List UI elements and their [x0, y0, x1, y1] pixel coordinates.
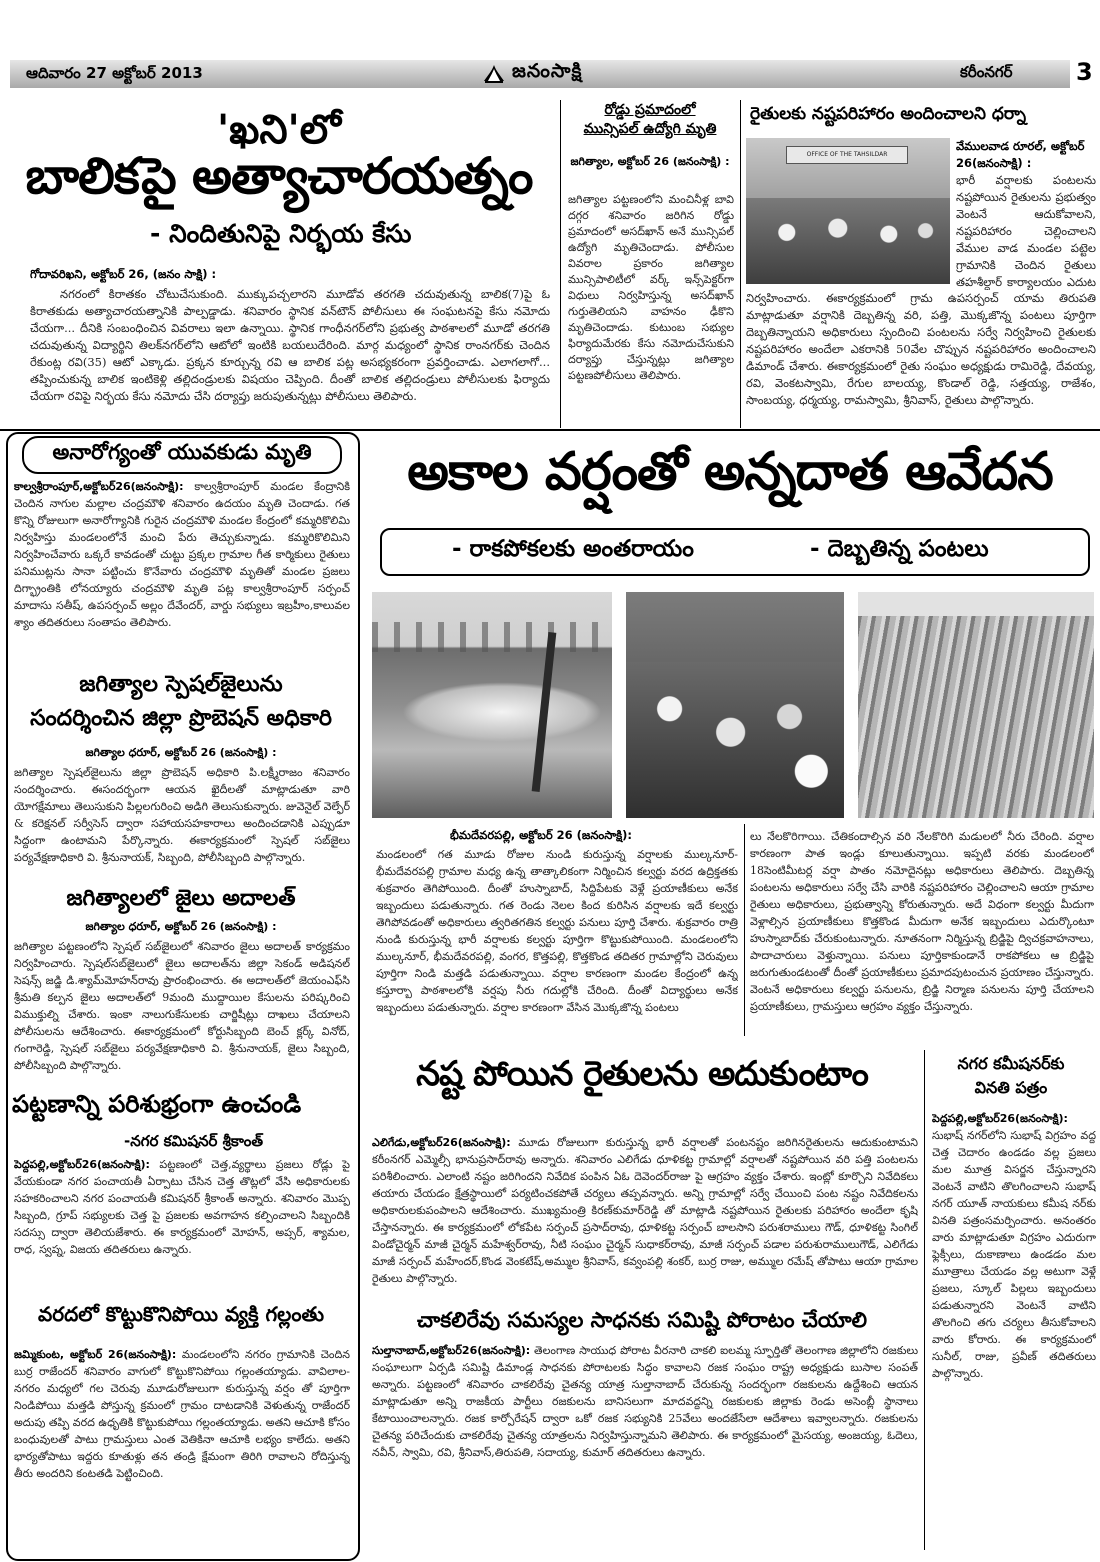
dateline: పెద్దపల్లి,అక్టోబర్26(జనంసాక్షి):: [14, 1158, 150, 1171]
story-body-col1: మండలంలో గత మూడు రోజుల నుండి కురుస్తున్న వర్షాలకు ముల్కనూర్-భీమదేవరపల్లి గ్రామాల మధ్య ఉన్న తాత్కాలికంగా నిర్మించిన కల్వర్టు వరద ఉద్రిక్తతకు శుక్రవారం తెగిపోయింది. దీంతో హుస్నాబాద్, సిద్దిపేటకు వెళ్లే ప్రయాణీకులు అనేక ఇబ్బందులు పడుతున్నారు. గత రెండు నెలల కింద కురిసిన వర్షాలకు ఇదే కల్వర్టు తెగిపోవడంతో అధికారులు త్వరితగతిన కల్వర్టు పనులు పూర్తి చేశారు. శుక్రవారం రాత్రి నుండి కురుస్తున్న భారీ వర్షాలకు కల్వర్టు పూర్తిగా కొట్టుకుపోయింది. మండలంలోని ముల్కనూర్, భీమదేవరపల్లి, వంగర, కొత్తపల్లి, కొత్తకొండ తదితర గ్రామాల్లోని చెరువులు పూర్తిగా నిండి మత్తడి పడుతున్నాయి. వర్షాల కారణంగా మండల కేంద్రంలో ఉన్న కస్తూర్బా పాఠశాలలోకి వర్షపు నీరు గదుల్లోకి చేరింది. దీంతో విద్యార్థులు అనేక ఇబ్బందులు పడుతున్నారు. వర్షాల కారణంగా వేసిన మొక్కజొన్న పంటలు: [376, 848, 738, 1014]
headline: నష్ట పోయిన రైతులను అదుకుంటాం: [416, 1054, 868, 1094]
story-body: [372, 1342, 918, 1552]
office-signboard: OFFICE OF THE TAHSILDAR: [786, 146, 908, 164]
students: [626, 662, 844, 818]
body-text: మండలంలోని నగరం గ్రామానికి చెందిన బుర్ర రాజేందర్ శనివారం వాగులో కొట్టుకొనిపోయి గల్లంతయ్యాడు. వావిలాల-నగరం మధ్యలో గల చెరువు మూడురోజులుగా కురుస్తున్న వర్షం తో పూర్తిగా నిండిపోయి మత్తడి పోస్తున్న క్రమంలో గ్రామం దాటడానికి వెళుతున్న రాజేందర్ అదుపు తప్పి వరద ఉధృతికి కొట్టుకుపోయి గల్లంతయ్యాడు. అతని ఆచూకి కోసం బంధువులతో పాటు గ్రామస్తులు ఎంత వెతికినా ఆచూకి లభ్యం కాలేదు. అతని భార్యతోపాటు ఇద్దరు కూతుళ్లు తన తండ్రి క్షేమంగా తిరిగి రావాలని రోదిస్తున్న తీరు అందరిని కంటతడి పెట్టించింది.: [14, 1348, 350, 1480]
story-adalat: [8, 886, 354, 1086]
dateline: జగిత్యాల, అక్టోబర్ 26 (జనంసాక్షి) :: [570, 155, 730, 168]
story-flood: [8, 1302, 354, 1552]
story-body: [14, 478, 350, 666]
story-body: జగిత్యాల స్పెషల్‌జైలును జిల్లా ప్రొబెషన్ అధికారి పి.లక్ష్మీరాజం శనివారం సందర్శించారు. ఈసందర్భంగా ఆయన ఖైదీలతో మాట్లాడుతూ వారి యోగక్షేమాలు తెలుసుకుని పిల్లలగురించి అడిగి తెలుసుకున్నారు. జువెనైల్ వెల్ఫేర్ & కరెక్షనల్ సర్వీసెస్ ద్వారా సహాయసహకారాలు అందించడానికి ఎప్పుడూ సిద్దంగా ఉంటామని పేర్కొన్నారు. ఈకార్యక్రమంలో స్పెషల్ సబ్‌జైలు పర్యవేక్షణాధికారి వి. శ్రీనునాయక్, సిబ్బంది, పోలీసిబ్బంది పాల్గొన్నారు.: [14, 766, 350, 864]
body-text: మూడు రోజులుగా కురుస్తున్న భారీ వర్షాలతో పంటనష్టం జరిగినరైతులను ఆదుకుంటామని కరీంనగర్ ఎమ్మెల్సీ భానుప్రసాద్‌రావు అన్నారు. శనివారం ఎలిగేడు ధూళికట్ట గ్రామాల్లో వర్షాలతో నష్టపోయిన వరి పత్తి పంటలను పరిశీలించారు. ఎలాంటి నష్టం జరిగిందని నివేదిక పంపిన ఏఓ దెవెందర్‌రాజు పై ఆగ్రహం వ్యక్తం చేశారు. ఇంట్లో కూర్చొని నివేదికలు తయారు చేయడం క్షేత్రస్థాయిలో పర్యటించకపోతే చర్యలు తప్పవన్నారు. అన్ని గ్రామాల్లో సర్వే చేయించి పంట నష్టం నివేదికలను అధికారులకుపంపాలని ఆదేశించారు. ముఖ్యమంత్రి కిరణ్‌కుమార్‌రెడ్డి తో మాట్లాడి నష్టపోయిన రైతులకు పరిహారం అందేలా కృషి చేస్తానన్నారు. ఈ కార్యక్రమంలో లోకపేట సర్పంచ్ ప్రసాద్‌రావు, ధూళికట్ట సర్పంచ్ బాలసాని పరుశరాములు గౌడ్, ధూళికట్ట సింగిల్ విండోచైర్మన్ మాజీ చైర్మన్ మహేశ్వర్‌రావు, నీటి సంఘం చైర్మన్ సుధాకర్‌రావు, మాజీ సర్పంచ్ పడాల పరుశురాములుగౌడ్, ఎలిగేడు మాజీ సర్పంచ్ మహేందర్,కొండ వెంకటేష్,అమ్ముల శ్రీనివాస్, కవ్వంపల్లి శంకర్, బుర్ర రాజు, అమ్ముల రమేష్ తోపాటు ఆయా గ్రామాల రైతులు పాల్గొన్నారు.: [372, 1136, 918, 1285]
dateline: గోదావరిఖని, అక్టోబర్ 26, (జనం సాక్షి) :: [30, 267, 217, 281]
story-body: నగరంలో కిరాతకం చోటుచేసుకుంది. ముక్కుపచ్చలారని మూడోవ తరగతి చదువుతున్న బాలిక(7)పై ఓ కిరాతకుడు అత్యాచారయత్నానికి పాల్పడ్డాడు. శనివారం స్థానిక వన్‌టౌన్ పోలీసులు ఈ సంఘటనపై కేసు నమోదు చేయగా... దీనికి సంబంధించిన వివరాలు ఇలా ఉన్నాయి. స్థానిక గాంధీనగర్‌లోని ప్రభుత్వ పాఠశాలలో మూడో తరగతి చదువుతున్న విద్యార్థిని తిలక్‌నగర్‌లోని ఆటోలో ఇంటికి బయలుదేరింది. మార్గ మధ్యంలో స్థానిక రాంనగర్‌కు చెందిన రేకుంట్ల రవి(35) ఆటో ఎక్కాడు. ప్రక్కన కూర్చున్న రవి ఆ బాలిక పట్ల అసభ్యకరంగా ప్రవర్తించాడు. ఎలాగలాగో... తప్పించుకున్న బాలిక ఇంటికెళ్లి తల్లిదండ్రులకు విషయం చెప్పింది. దీంతో బాలిక తల్లిదండ్రులు పోలీసులకు ఫిర్యాదు చేయగా రవిపై నిర్భయ కేసు నమోదు చేసి దర్యాప్తు జరుపుతున్నట్లు పోలీసులు తెలిపారు.: [30, 287, 550, 403]
story-road-accident: [562, 96, 738, 426]
headline: చాకలిరేవు సమస్యల సాధనకు సమిష్టి పోరాటం చేయాలి: [416, 1308, 867, 1332]
story-body: నిర్వహించారు. ఈకార్యక్రమంలో గ్రామ ఉపసర్పంచ్ యామ తిరుపతి మాట్లాడుతూ వర్షానికి దెబ్బతిన్న వరి, పత్తి, మొక్కజొన్న పంటలు పూర్తిగా దెబ్బతిన్నాయని అధికారులు స్పందించి పంటలను సర్వే నిర్వహించి రైతులకు నష్టపరిహారం అందేలా ఎకరానికి 50వేల చొప్పున నష్టపరిహారం అందించాలని డిమాండ్ చేశారు. ఈకార్యక్రమంలో రైతు సంఘం అధ్యక్షుడు రామిరెడ్డి, దేవయ్య, రవి, వెంకటస్వామి, రేగుల బాలయ్య, కొండాల్ రెడ్డి, సత్తయ్య, రాజేశం, సాంబయ్య, ధర్మయ్య, రామస్వామి, శ్రీనివాస్, రైతులు పాల్గొన్నారు.: [746, 291, 1096, 407]
story-nashta: [362, 1046, 922, 1296]
body-text: పట్టణంలో చెత్త,వ్యర్థాలు ప్రజలు రోడ్లు పై వేయకుండా నగర పంచాయతీ ఏర్పాటు చేసిన చెత్త తొట్లలో వేసి అధికారులకు సహకరించాలని నగర పంచాయతీ కమిషనర్ శ్రీకాంత్ అన్నారు. శనివారం మొప్ప సిబ్బంది, గ్రూప్ సభ్యులకు చెత్త పై ప్రజలకు అవగాహన కల్పించాలని సిబ్బందికి సదస్సు ద్వారా తెలియజేశారు. ఈ కార్యక్రమంలో మోహన్, అప్సర్, శ్యామల, రాధ, స్వప్న, విజయ తదితరులు ఉన్నారు.: [14, 1158, 350, 1256]
headline-line-2: సందర్శించిన జిల్లా ప్రొబెషన్ అధికారి: [30, 706, 332, 731]
deck: -నగర కమిషనర్ శ్రీకాంత్: [124, 1132, 264, 1150]
story-body-side: భారీ వర్షాలకు పంటలను నష్టపోయిన రైతులను ప్రభుత్వం వెంటనే ఆదుకోవాలని, నష్టపరిహారం చెల్లించాలని వేముల వాడ మండల పట్టెల గ్రామానికి చెందిన రైతులు తహశీల్దార్ కార్యాలయం ఎదుట: [956, 173, 1096, 289]
story-body: [14, 1346, 350, 1542]
deck-1: - రాకపోకలకు అంతరాయం: [452, 536, 694, 562]
column-rule: [560, 100, 561, 428]
story-body: జగిత్యాల పట్టణంలోని మంచినీళ్ల బావి దగ్గర శనివారం జరిగిన రోడ్డు ప్రమాదంలో అసద్‌ఖాన్ అనే మున్సిపల్ ఉద్యోగి మృతిచెందాడు. పోలీసుల వివరాల ప్రకారం జగిత్యాల మున్సిపాలిటీలో వర్క్ ఇన్స్‌పెక్టర్‌గా విధులు నిర్వహిస్తున్న అసద్‌ఖాన్ గుర్తుతెలియని వాహనం ఢీకొని మృతిచెందాడు. కుటుంబ సభ్యుల ఫిర్యాదుమేరకు కేసు నమోదుచేసుకుని దర్యాప్తు చేస్తున్నట్లు జగిత్యాల పట్టణపోలీసులు తెలిపారు.: [568, 193, 734, 382]
body-text: సుభాష్ నగర్‌లోని సుభాష్ విగ్రహం వద్ద చెత్త చెదారం ఉండడం వల్ల ప్రజలు మల మూత్ర విసర్జన చేస్తున్నారని వెంటనే వాటిని తొలగించాలని సుభాష్ నగర్ యూత్ నాయకులు కమీష నర్‌కు వినతి పత్రంసమర్పించారు. అనంతరం వారు మాట్లాడుతూ విగ్రహం ఎదురుగా ఫ్లెక్సీలు, దుకాణాలు ఉండడం మల మూత్రాలు చేయడం వల్ల అటుగా వెళ్లే ప్రజలు, స్కూల్ పిల్లలు ఇబ్బందులు పడుతున్నారని వెంటనే వాటిని తొలగించి తగు చర్యలు తీసుకోవాలని వారు కోరారు. ఈ కార్యక్రమంలో సునీల్, రాజు, ప్రవీణ్ తదితరులు పాల్గొన్నారు.: [932, 1129, 1096, 1380]
column-rule: [924, 1050, 925, 1550]
page-header: [0, 58, 1100, 92]
story-chakali: [362, 1300, 922, 1556]
story-body: జగిత్యాల పట్టణంలోని స్పెషల్ సబ్‌జైలులో శనివారం జైలు అదాలత్ కార్యక్రమం నిర్వహించారు. స్పెషల్‌సబ్‌జైలులో జైలు అదాలత్‌ను జిల్లా సెకండ్ అడిషనల్ సెషన్స్ జడ్జి డి.శ్యామ్‌మోహన్‌రావు ప్రారంభించారు. ఈ అదాలత్‌లో జెయంఎఫ్‌సి శ్రీమతి కల్పన జైలు అదాలత్‌లో 9మంది ముద్దాయిల కేసులను పరిష్కరించి విముక్తుల్ని చేశారు. ఇంకా నాలుగుకేసులకు చార్జిషీట్లు దాఖలు చేయాలని పోలీసులను ఆదేశించారు. ఈకార్యక్రమంలో కోర్టుసిబ్బంది బెంచ్ క్లర్క్ వినోద్, గంగారెడ్డి, స్పెషల్ సబ్‌జైలు పర్యవేక్షణాధికారి వి. శ్రీనునాయక్, జైలు సిబ్బంది, పోలీసిబ్బంది పాల్గొన్నారు.: [14, 940, 350, 1072]
deck-2: - దెబ్బతిన్న పంటలు: [810, 536, 989, 562]
crowd: [746, 198, 950, 284]
dateline: కాల్వశ్రీరాంపూర్,అక్టోబర్26(జనంసాక్షి):: [14, 480, 184, 493]
dateline: జగిత్యాల ధరూర్, అక్టోబర్ 26 (జనంసాక్షి) :: [85, 746, 277, 759]
column-rule: [744, 824, 745, 1036]
headline-line-1: జగిత్యాల స్పెషల్‌జైలును: [79, 672, 283, 697]
dharna-photo: [746, 138, 950, 284]
dateline: జమ్మికుంట, అక్టోబర్ 26(జనంసాక్షి):: [14, 1348, 177, 1361]
dateline: పెద్దపల్లి,అక్టోబర్26(జనంసాక్షి):: [932, 1112, 1068, 1125]
dateline: ఎలిగేడు,అక్టోబర్26(జనంసాక్షి):: [372, 1136, 511, 1149]
story-body: [932, 1110, 1096, 1550]
headline: పట్టణాన్ని పరిశుభ్రంగా ఉంచండి: [12, 1090, 302, 1118]
headline: రైతులకు నష్టపరిహారం అందించాలని ధర్నా: [750, 104, 1026, 124]
dateline: వేములవాడ రూరల్, అక్టోబర్ 26(జనంసాక్షి) :: [956, 139, 1085, 170]
headline: అకాల వర్షంతో అన్నదాత ఆవేదన: [407, 442, 1053, 502]
headline-line-1: నగర కమీషనర్‌కు: [957, 1054, 1065, 1073]
hand-lotus-logo-icon: [482, 61, 506, 85]
photo-school-flooded: [626, 592, 844, 818]
story-dharna: [742, 96, 1100, 426]
palm-trees: [372, 622, 612, 652]
story-commissioner: [926, 1046, 1100, 1556]
kicker: 'ఖని'లో: [217, 107, 341, 153]
headline: జగిత్యాలలో జైలు అదాలత్: [66, 886, 296, 911]
story-clean-town: [8, 1090, 354, 1290]
story-khani: [0, 95, 558, 425]
column-rule: [740, 100, 741, 428]
story-body: [372, 1134, 918, 1294]
section-rule: [0, 429, 1100, 431]
body-text: కాల్వశ్రీరాంపూర్ మండల కేంద్రానికి చెందిన నాగుల మల్లాల చంద్రమౌళి శనివారం ఉదయం మృతి చెందాడు. గత కొన్ని రోజులుగా అనారోగ్యానికి గురైన చంద్రమౌళి మండల కేంద్రంలో కమ్మరికొలిమి నిర్వహిస్తు మండలంలోనే మంచి పేరు తెచ్చుకున్నాడు. కమ్మరికొలిమిని నిర్వహించేవారు ఒక్కరే కావడంతో చుట్టు ప్రక్కల గ్రామాల గీత కార్మికులు రైతులు పనిముట్లను సానా పట్టించు కొనేవారు చంద్రమౌళి మృతితో మండల ప్రజలు దిగ్భ్రాంతికి లోనయ్యారు చంద్రమౌళి మృతి పట్ల కాల్వశ్రీరాంపూర్ సర్పంచ్ మాదాసు సతీష్, ఉపసర్పంచ్ అల్లం దేవేందర్, వార్డు సభ్యులు ఇబ్రహీం,కాలువల శ్యాం తదితరులు సంతాపం తెలిపారు.: [14, 480, 350, 629]
masthead: [482, 59, 582, 87]
headline-line-2: వినతి పత్రం: [974, 1078, 1048, 1097]
header-edition: కరీంనగర్: [960, 63, 1013, 81]
header-date: ఆదివారం 27 అక్టోబర్ 2013: [26, 64, 203, 82]
headline: అనారోగ్యంతో యువకుడు మృతి: [52, 440, 312, 464]
story-body-col2: లు నేలకొరిగాయి. చేతికందాల్సిన వరి నేలకొరిగి మడులలో నీరు చేరింది. వర్షాల కారణంగా పాత ఇండ్లు కూలుతున్నాయి. ఇప్పటి వరకు మండలంలో 18సెంటిమీటర్ల వర్షా పాతం నమోదైనట్లు అధికారులు తెలిపారు. దెబ్బతిన్న పంటలను అధికారులు సర్వే చేసి వారికి నష్టపరిహారం చెల్లించాలని ఆయా గ్రామాల రైతులు అధికారులు, ప్రభుత్వాన్ని కోరుతున్నారు. అదే విధంగా కల్వర్టు మీదుగా వెళ్లాల్సిన ప్రయాణీకులు కొత్తకొండ మీదుగా అనేక ఇబ్బందులు ఎదుర్కొంటూ హుస్నాబాద్‌కు చేరుకుంటున్నారు. నూతనంగా నిర్మిస్తున్న బ్రిడ్జిపై ద్విచక్రవాహనాలు, పాదాచారులు వెళ్తున్నాయి. పనులు పూర్తికాకుండానే రాకపోకలు ఆ బ్రిడ్జిపై జరుగుతుండటంతో దీంతో ప్రయాణీకులు ప్రమాదపుటంచున ప్రయాణం చేస్తున్నారు. వెంటనే అధికారులు కల్వర్టు పనులను, బ్రిడ్జి నిర్మాణ పనులను పూర్తి చేయాలని ప్రయాణీకులు, గ్రామస్తులు ఆగ్రహం వ్యక్తం చేస్తున్నారు.: [750, 830, 1094, 1013]
flood-water: [402, 682, 602, 742]
masthead-title: జనంసాక్షి: [512, 59, 583, 82]
headline-line-1: రోడ్డు ప్రమాదంలో: [604, 102, 696, 118]
story-jail-visit: [8, 672, 354, 884]
photo-damaged-crops: [858, 592, 1094, 818]
story-main: [360, 432, 1100, 1042]
deck: - నిందితునిపై నిర్భయ కేసు: [150, 219, 412, 248]
photo-broken-culvert: [372, 592, 612, 818]
headline: వరదలో కొట్టుకొనిపోయి వ్యక్తి గల్లంతు: [38, 1302, 324, 1326]
sky: [858, 592, 1094, 616]
dateline: జగిత్యాల ధరూర్, అక్టోబర్ 26 (జనంసాక్షి) :: [85, 920, 277, 933]
story-anarogyam: [8, 436, 354, 668]
dateline: సుల్తానాబాద్,అక్టోబర్26(జనంసాక్షి):: [372, 1344, 531, 1357]
dateline: భీమదేవరపల్లి, అక్టోబర్ 26 (జనంసాక్షి):: [450, 828, 632, 842]
body-text: తెలంగాణ సాయుధ పోరాట వీరనారి చాకలి ఐలమ్మ స్ఫూర్తితో తెలంగాణ జిల్లాలోని రజకులు సంఘాలుగా ఏర్పడి సమిష్టి డిమాండ్ల సాధనకు పోరాటలకు సిద్ధం కావాలని రజక సంఘం రాష్ట్ర అధ్యక్షుడు బుసాల సంపత్ అన్నారు. పట్టణంలో శనివారం చాకలిరేవు చైతన్య యాత్ర సుల్తానాబాద్ చేరుకున్న సందర్భంగా రజకులను ఉద్దేశించి ఆయన మాట్లాడుతూ అన్ని రాజకీయ పార్టీలు రజకులను బానిసలుగా మాదవద్దన్ని రజకులకు జిల్లాకు రెండు అసెంబ్లీ స్థానాలు కేటాయించాలన్నారు. రజక కార్పోరేషన్ ద్వారా ఒకో రజక సభ్యునికి 25వేలు అందజేసేలా ఆదేశాలు ఇవ్వాలన్నారు. రజకులను చైతన్య పరిచేందుకు చాకలిరేవు చైతన్య యాత్రలను నిర్వహిస్తున్నామని తెలిపారు. ఈ కార్యక్రమంలో మైసయ్య, అంజయ్య, ఓదెలు, నవీన్, స్వామి, రవి, శ్రీనివాస్,తిరుపతి, సదాయ్య, కుమార్ తదితరులు ఉన్నారు.: [372, 1344, 918, 1459]
story-body: [14, 1156, 350, 1288]
page-number: 3: [1076, 58, 1093, 86]
headline-line-2: మున్సిపల్ ఉద్యోగి మృతి: [583, 121, 717, 137]
headline: బాలికపై అత్యాచారయత్నం: [25, 147, 533, 205]
